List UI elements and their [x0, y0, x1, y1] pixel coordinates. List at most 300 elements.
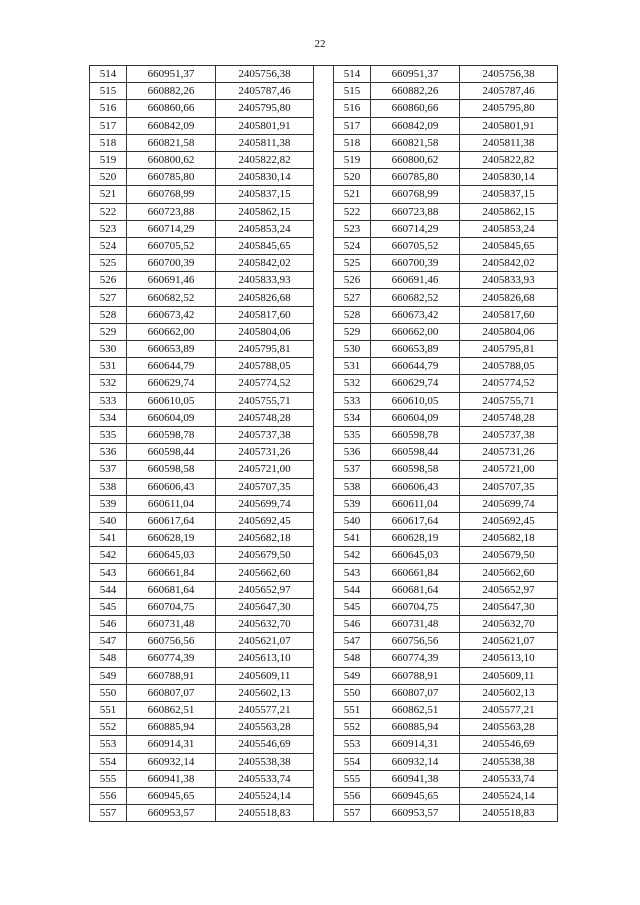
- left-point-number-cell: 541: [90, 530, 127, 547]
- column-separator: [314, 461, 334, 478]
- right-y-coordinate-cell: 2405756,38: [460, 66, 558, 83]
- left-point-number-cell: 551: [90, 701, 127, 718]
- right-point-number-cell: 541: [334, 530, 371, 547]
- right-y-coordinate-cell: 2405787,46: [460, 83, 558, 100]
- left-x-coordinate-cell: 660598,58: [127, 461, 216, 478]
- right-point-number-cell: 518: [334, 134, 371, 151]
- left-x-coordinate-cell: 660731,48: [127, 616, 216, 633]
- column-separator: [314, 564, 334, 581]
- left-point-number-cell: 544: [90, 581, 127, 598]
- column-separator: [314, 598, 334, 615]
- left-point-number-cell: 535: [90, 426, 127, 443]
- right-y-coordinate-cell: 2405652,97: [460, 581, 558, 598]
- left-point-number-cell: 537: [90, 461, 127, 478]
- left-y-coordinate-cell: 2405842,02: [216, 255, 314, 272]
- table-row: [90, 100, 558, 117]
- right-x-coordinate-cell: 660644,79: [371, 358, 460, 375]
- left-y-coordinate-cell: 2405699,74: [216, 495, 314, 512]
- table-row: [90, 255, 558, 272]
- left-x-coordinate-cell: 660756,56: [127, 633, 216, 650]
- left-x-coordinate-cell: 660862,51: [127, 701, 216, 718]
- left-point-number-cell: 517: [90, 117, 127, 134]
- right-y-coordinate-cell: 2405845,65: [460, 237, 558, 254]
- column-separator: [314, 341, 334, 358]
- left-y-coordinate-cell: 2405652,97: [216, 581, 314, 598]
- right-y-coordinate-cell: 2405842,02: [460, 255, 558, 272]
- left-point-number-cell: 555: [90, 770, 127, 787]
- right-y-coordinate-cell: 2405613,10: [460, 650, 558, 667]
- column-separator: [314, 530, 334, 547]
- right-y-coordinate-cell: 2405662,60: [460, 564, 558, 581]
- right-point-number-cell: 540: [334, 512, 371, 529]
- right-point-number-cell: 524: [334, 237, 371, 254]
- column-separator: [314, 323, 334, 340]
- table-row: [90, 581, 558, 598]
- table-row: [90, 719, 558, 736]
- right-x-coordinate-cell: 660953,57: [371, 805, 460, 822]
- column-separator: [314, 220, 334, 237]
- right-point-number-cell: 533: [334, 392, 371, 409]
- left-y-coordinate-cell: 2405737,38: [216, 426, 314, 443]
- column-separator: [314, 203, 334, 220]
- right-point-number-cell: 536: [334, 444, 371, 461]
- column-separator: [314, 787, 334, 804]
- left-y-coordinate-cell: 2405837,15: [216, 186, 314, 203]
- left-point-number-cell: 531: [90, 358, 127, 375]
- left-x-coordinate-cell: 660714,29: [127, 220, 216, 237]
- right-y-coordinate-cell: 2405563,28: [460, 719, 558, 736]
- column-separator: [314, 255, 334, 272]
- table-row: [90, 616, 558, 633]
- left-point-number-cell: 552: [90, 719, 127, 736]
- left-point-number-cell: 553: [90, 736, 127, 753]
- left-y-coordinate-cell: 2405795,80: [216, 100, 314, 117]
- left-y-coordinate-cell: 2405787,46: [216, 83, 314, 100]
- table-row: [90, 633, 558, 650]
- right-x-coordinate-cell: 660914,31: [371, 736, 460, 753]
- left-x-coordinate-cell: 660606,43: [127, 478, 216, 495]
- column-separator: [314, 701, 334, 718]
- left-x-coordinate-cell: 660653,89: [127, 341, 216, 358]
- right-x-coordinate-cell: 660617,64: [371, 512, 460, 529]
- right-x-coordinate-cell: 660723,88: [371, 203, 460, 220]
- right-y-coordinate-cell: 2405538,38: [460, 753, 558, 770]
- right-point-number-cell: 557: [334, 805, 371, 822]
- table-row: [90, 770, 558, 787]
- left-x-coordinate-cell: 660604,09: [127, 409, 216, 426]
- table-row: [90, 392, 558, 409]
- left-x-coordinate-cell: 660598,44: [127, 444, 216, 461]
- right-x-coordinate-cell: 660598,44: [371, 444, 460, 461]
- right-point-number-cell: 523: [334, 220, 371, 237]
- column-separator: [314, 616, 334, 633]
- right-x-coordinate-cell: 660945,65: [371, 787, 460, 804]
- right-x-coordinate-cell: 660756,56: [371, 633, 460, 650]
- right-point-number-cell: 550: [334, 684, 371, 701]
- right-x-coordinate-cell: 660645,03: [371, 547, 460, 564]
- right-x-coordinate-cell: 660653,89: [371, 341, 460, 358]
- left-point-number-cell: 548: [90, 650, 127, 667]
- left-x-coordinate-cell: 660821,58: [127, 134, 216, 151]
- left-x-coordinate-cell: 660842,09: [127, 117, 216, 134]
- column-separator: [314, 444, 334, 461]
- right-x-coordinate-cell: 660673,42: [371, 306, 460, 323]
- column-separator: [314, 272, 334, 289]
- left-point-number-cell: 527: [90, 289, 127, 306]
- right-point-number-cell: 542: [334, 547, 371, 564]
- left-x-coordinate-cell: 660885,94: [127, 719, 216, 736]
- right-x-coordinate-cell: 660700,39: [371, 255, 460, 272]
- table-row: [90, 461, 558, 478]
- left-y-coordinate-cell: 2405538,38: [216, 753, 314, 770]
- left-x-coordinate-cell: 660681,64: [127, 581, 216, 598]
- left-y-coordinate-cell: 2405756,38: [216, 66, 314, 83]
- column-separator: [314, 151, 334, 168]
- right-x-coordinate-cell: 660951,37: [371, 66, 460, 83]
- left-point-number-cell: 532: [90, 375, 127, 392]
- left-point-number-cell: 538: [90, 478, 127, 495]
- right-y-coordinate-cell: 2405833,93: [460, 272, 558, 289]
- right-x-coordinate-cell: 660768,99: [371, 186, 460, 203]
- left-y-coordinate-cell: 2405826,68: [216, 289, 314, 306]
- left-y-coordinate-cell: 2405845,65: [216, 237, 314, 254]
- right-point-number-cell: 534: [334, 409, 371, 426]
- column-separator: [314, 581, 334, 598]
- table-row: [90, 358, 558, 375]
- column-separator: [314, 375, 334, 392]
- right-x-coordinate-cell: 660882,26: [371, 83, 460, 100]
- right-y-coordinate-cell: 2405524,14: [460, 787, 558, 804]
- right-point-number-cell: 527: [334, 289, 371, 306]
- right-x-coordinate-cell: 660788,91: [371, 667, 460, 684]
- left-point-number-cell: 516: [90, 100, 127, 117]
- table-row: [90, 341, 558, 358]
- table-row: [90, 409, 558, 426]
- left-y-coordinate-cell: 2405795,81: [216, 341, 314, 358]
- right-y-coordinate-cell: 2405533,74: [460, 770, 558, 787]
- page-number: 22: [314, 38, 326, 50]
- left-x-coordinate-cell: 660953,57: [127, 805, 216, 822]
- left-y-coordinate-cell: 2405679,50: [216, 547, 314, 564]
- right-y-coordinate-cell: 2405817,60: [460, 306, 558, 323]
- right-y-coordinate-cell: 2405830,14: [460, 169, 558, 186]
- right-y-coordinate-cell: 2405679,50: [460, 547, 558, 564]
- right-y-coordinate-cell: 2405602,13: [460, 684, 558, 701]
- left-y-coordinate-cell: 2405647,30: [216, 598, 314, 615]
- left-point-number-cell: 545: [90, 598, 127, 615]
- column-separator: [314, 289, 334, 306]
- left-x-coordinate-cell: 660723,88: [127, 203, 216, 220]
- right-x-coordinate-cell: 660705,52: [371, 237, 460, 254]
- right-x-coordinate-cell: 660862,51: [371, 701, 460, 718]
- table-row: [90, 186, 558, 203]
- right-x-coordinate-cell: 660628,19: [371, 530, 460, 547]
- right-point-number-cell: 529: [334, 323, 371, 340]
- right-y-coordinate-cell: 2405682,18: [460, 530, 558, 547]
- right-x-coordinate-cell: 660774,39: [371, 650, 460, 667]
- right-y-coordinate-cell: 2405804,06: [460, 323, 558, 340]
- right-x-coordinate-cell: 660842,09: [371, 117, 460, 134]
- right-x-coordinate-cell: 660606,43: [371, 478, 460, 495]
- right-point-number-cell: 519: [334, 151, 371, 168]
- left-point-number-cell: 533: [90, 392, 127, 409]
- right-point-number-cell: 555: [334, 770, 371, 787]
- left-x-coordinate-cell: 660598,78: [127, 426, 216, 443]
- left-y-coordinate-cell: 2405692,45: [216, 512, 314, 529]
- left-y-coordinate-cell: 2405853,24: [216, 220, 314, 237]
- right-x-coordinate-cell: 660821,58: [371, 134, 460, 151]
- right-point-number-cell: 551: [334, 701, 371, 718]
- left-point-number-cell: 526: [90, 272, 127, 289]
- right-point-number-cell: 521: [334, 186, 371, 203]
- left-y-coordinate-cell: 2405830,14: [216, 169, 314, 186]
- left-x-coordinate-cell: 660951,37: [127, 66, 216, 83]
- right-y-coordinate-cell: 2405795,81: [460, 341, 558, 358]
- left-x-coordinate-cell: 660700,39: [127, 255, 216, 272]
- right-point-number-cell: 553: [334, 736, 371, 753]
- left-point-number-cell: 518: [90, 134, 127, 151]
- left-x-coordinate-cell: 660860,66: [127, 100, 216, 117]
- left-point-number-cell: 525: [90, 255, 127, 272]
- column-separator: [314, 117, 334, 134]
- left-point-number-cell: 554: [90, 753, 127, 770]
- left-y-coordinate-cell: 2405731,26: [216, 444, 314, 461]
- right-point-number-cell: 544: [334, 581, 371, 598]
- left-point-number-cell: 546: [90, 616, 127, 633]
- left-x-coordinate-cell: 660673,42: [127, 306, 216, 323]
- right-point-number-cell: 514: [334, 66, 371, 83]
- right-x-coordinate-cell: 660629,74: [371, 375, 460, 392]
- left-point-number-cell: 522: [90, 203, 127, 220]
- table-row: [90, 753, 558, 770]
- left-point-number-cell: 514: [90, 66, 127, 83]
- left-x-coordinate-cell: 660945,65: [127, 787, 216, 804]
- column-separator: [314, 547, 334, 564]
- table-row: [90, 684, 558, 701]
- right-point-number-cell: 545: [334, 598, 371, 615]
- left-y-coordinate-cell: 2405632,70: [216, 616, 314, 633]
- table-row: [90, 117, 558, 134]
- table-row: [90, 701, 558, 718]
- column-separator: [314, 736, 334, 753]
- right-point-number-cell: 556: [334, 787, 371, 804]
- left-x-coordinate-cell: 660705,52: [127, 237, 216, 254]
- right-point-number-cell: 538: [334, 478, 371, 495]
- left-y-coordinate-cell: 2405621,07: [216, 633, 314, 650]
- left-x-coordinate-cell: 660914,31: [127, 736, 216, 753]
- right-point-number-cell: 517: [334, 117, 371, 134]
- table-row: [90, 323, 558, 340]
- table-row: [90, 650, 558, 667]
- column-separator: [314, 306, 334, 323]
- left-point-number-cell: 557: [90, 805, 127, 822]
- column-separator: [314, 409, 334, 426]
- table-row: [90, 306, 558, 323]
- table-row: [90, 495, 558, 512]
- table-row: [90, 220, 558, 237]
- coordinates-table: [89, 65, 558, 822]
- right-x-coordinate-cell: 660611,04: [371, 495, 460, 512]
- right-point-number-cell: 525: [334, 255, 371, 272]
- right-x-coordinate-cell: 660807,07: [371, 684, 460, 701]
- left-y-coordinate-cell: 2405602,13: [216, 684, 314, 701]
- left-y-coordinate-cell: 2405801,91: [216, 117, 314, 134]
- right-y-coordinate-cell: 2405755,71: [460, 392, 558, 409]
- left-y-coordinate-cell: 2405662,60: [216, 564, 314, 581]
- left-x-coordinate-cell: 660662,00: [127, 323, 216, 340]
- right-y-coordinate-cell: 2405707,35: [460, 478, 558, 495]
- left-y-coordinate-cell: 2405817,60: [216, 306, 314, 323]
- column-separator: [314, 66, 334, 83]
- right-y-coordinate-cell: 2405546,69: [460, 736, 558, 753]
- right-point-number-cell: 530: [334, 341, 371, 358]
- left-y-coordinate-cell: 2405804,06: [216, 323, 314, 340]
- right-x-coordinate-cell: 660932,14: [371, 753, 460, 770]
- right-y-coordinate-cell: 2405774,52: [460, 375, 558, 392]
- left-x-coordinate-cell: 660800,62: [127, 151, 216, 168]
- left-point-number-cell: 523: [90, 220, 127, 237]
- right-y-coordinate-cell: 2405826,68: [460, 289, 558, 306]
- left-x-coordinate-cell: 660768,99: [127, 186, 216, 203]
- column-separator: [314, 667, 334, 684]
- table-row: [90, 478, 558, 495]
- table-row: [90, 805, 558, 822]
- column-separator: [314, 426, 334, 443]
- right-y-coordinate-cell: 2405737,38: [460, 426, 558, 443]
- table-row: [90, 787, 558, 804]
- right-y-coordinate-cell: 2405853,24: [460, 220, 558, 237]
- right-y-coordinate-cell: 2405822,82: [460, 151, 558, 168]
- column-separator: [314, 633, 334, 650]
- right-x-coordinate-cell: 660604,09: [371, 409, 460, 426]
- left-point-number-cell: 550: [90, 684, 127, 701]
- left-y-coordinate-cell: 2405811,38: [216, 134, 314, 151]
- right-point-number-cell: 552: [334, 719, 371, 736]
- left-point-number-cell: 519: [90, 151, 127, 168]
- right-point-number-cell: 539: [334, 495, 371, 512]
- left-y-coordinate-cell: 2405721,00: [216, 461, 314, 478]
- table-row: [90, 169, 558, 186]
- left-point-number-cell: 520: [90, 169, 127, 186]
- right-y-coordinate-cell: 2405801,91: [460, 117, 558, 134]
- left-y-coordinate-cell: 2405609,11: [216, 667, 314, 684]
- right-y-coordinate-cell: 2405609,11: [460, 667, 558, 684]
- left-point-number-cell: 528: [90, 306, 127, 323]
- right-point-number-cell: 520: [334, 169, 371, 186]
- left-point-number-cell: 536: [90, 444, 127, 461]
- left-y-coordinate-cell: 2405524,14: [216, 787, 314, 804]
- table-row: [90, 272, 558, 289]
- right-y-coordinate-cell: 2405577,21: [460, 701, 558, 718]
- column-separator: [314, 753, 334, 770]
- right-y-coordinate-cell: 2405647,30: [460, 598, 558, 615]
- right-point-number-cell: 526: [334, 272, 371, 289]
- left-point-number-cell: 521: [90, 186, 127, 203]
- right-y-coordinate-cell: 2405788,05: [460, 358, 558, 375]
- left-point-number-cell: 515: [90, 83, 127, 100]
- right-point-number-cell: 535: [334, 426, 371, 443]
- column-separator: [314, 495, 334, 512]
- left-y-coordinate-cell: 2405546,69: [216, 736, 314, 753]
- left-x-coordinate-cell: 660882,26: [127, 83, 216, 100]
- left-point-number-cell: 549: [90, 667, 127, 684]
- table-row: [90, 151, 558, 168]
- right-point-number-cell: 548: [334, 650, 371, 667]
- right-point-number-cell: 528: [334, 306, 371, 323]
- left-y-coordinate-cell: 2405533,74: [216, 770, 314, 787]
- column-separator: [314, 358, 334, 375]
- right-x-coordinate-cell: 660704,75: [371, 598, 460, 615]
- table-row: [90, 203, 558, 220]
- left-point-number-cell: 543: [90, 564, 127, 581]
- left-x-coordinate-cell: 660932,14: [127, 753, 216, 770]
- right-x-coordinate-cell: 660661,84: [371, 564, 460, 581]
- column-separator: [314, 100, 334, 117]
- column-separator: [314, 237, 334, 254]
- right-x-coordinate-cell: 660682,52: [371, 289, 460, 306]
- column-separator: [314, 684, 334, 701]
- left-y-coordinate-cell: 2405518,83: [216, 805, 314, 822]
- column-separator: [314, 186, 334, 203]
- left-point-number-cell: 530: [90, 341, 127, 358]
- left-y-coordinate-cell: 2405563,28: [216, 719, 314, 736]
- left-x-coordinate-cell: 660644,79: [127, 358, 216, 375]
- right-x-coordinate-cell: 660941,38: [371, 770, 460, 787]
- column-separator: [314, 650, 334, 667]
- table-row: [90, 564, 558, 581]
- table-row: [90, 736, 558, 753]
- left-y-coordinate-cell: 2405707,35: [216, 478, 314, 495]
- left-x-coordinate-cell: 660785,80: [127, 169, 216, 186]
- right-x-coordinate-cell: 660800,62: [371, 151, 460, 168]
- right-point-number-cell: 543: [334, 564, 371, 581]
- table-row: [90, 667, 558, 684]
- left-y-coordinate-cell: 2405788,05: [216, 358, 314, 375]
- left-x-coordinate-cell: 660682,52: [127, 289, 216, 306]
- right-y-coordinate-cell: 2405748,28: [460, 409, 558, 426]
- left-point-number-cell: 529: [90, 323, 127, 340]
- right-point-number-cell: 532: [334, 375, 371, 392]
- column-separator: [314, 134, 334, 151]
- left-x-coordinate-cell: 660645,03: [127, 547, 216, 564]
- left-point-number-cell: 547: [90, 633, 127, 650]
- left-x-coordinate-cell: 660941,38: [127, 770, 216, 787]
- column-separator: [314, 719, 334, 736]
- right-point-number-cell: 546: [334, 616, 371, 633]
- table-row: [90, 512, 558, 529]
- left-y-coordinate-cell: 2405755,71: [216, 392, 314, 409]
- right-x-coordinate-cell: 660885,94: [371, 719, 460, 736]
- left-x-coordinate-cell: 660617,64: [127, 512, 216, 529]
- table-row: [90, 237, 558, 254]
- left-point-number-cell: 534: [90, 409, 127, 426]
- right-x-coordinate-cell: 660610,05: [371, 392, 460, 409]
- right-x-coordinate-cell: 660681,64: [371, 581, 460, 598]
- table-row: [90, 66, 558, 83]
- right-point-number-cell: 554: [334, 753, 371, 770]
- right-y-coordinate-cell: 2405731,26: [460, 444, 558, 461]
- left-point-number-cell: 542: [90, 547, 127, 564]
- column-separator: [314, 478, 334, 495]
- left-x-coordinate-cell: 660807,07: [127, 684, 216, 701]
- table-row: [90, 289, 558, 306]
- left-x-coordinate-cell: 660610,05: [127, 392, 216, 409]
- left-y-coordinate-cell: 2405833,93: [216, 272, 314, 289]
- table-row: [90, 547, 558, 564]
- left-y-coordinate-cell: 2405748,28: [216, 409, 314, 426]
- table-row: [90, 426, 558, 443]
- left-y-coordinate-cell: 2405613,10: [216, 650, 314, 667]
